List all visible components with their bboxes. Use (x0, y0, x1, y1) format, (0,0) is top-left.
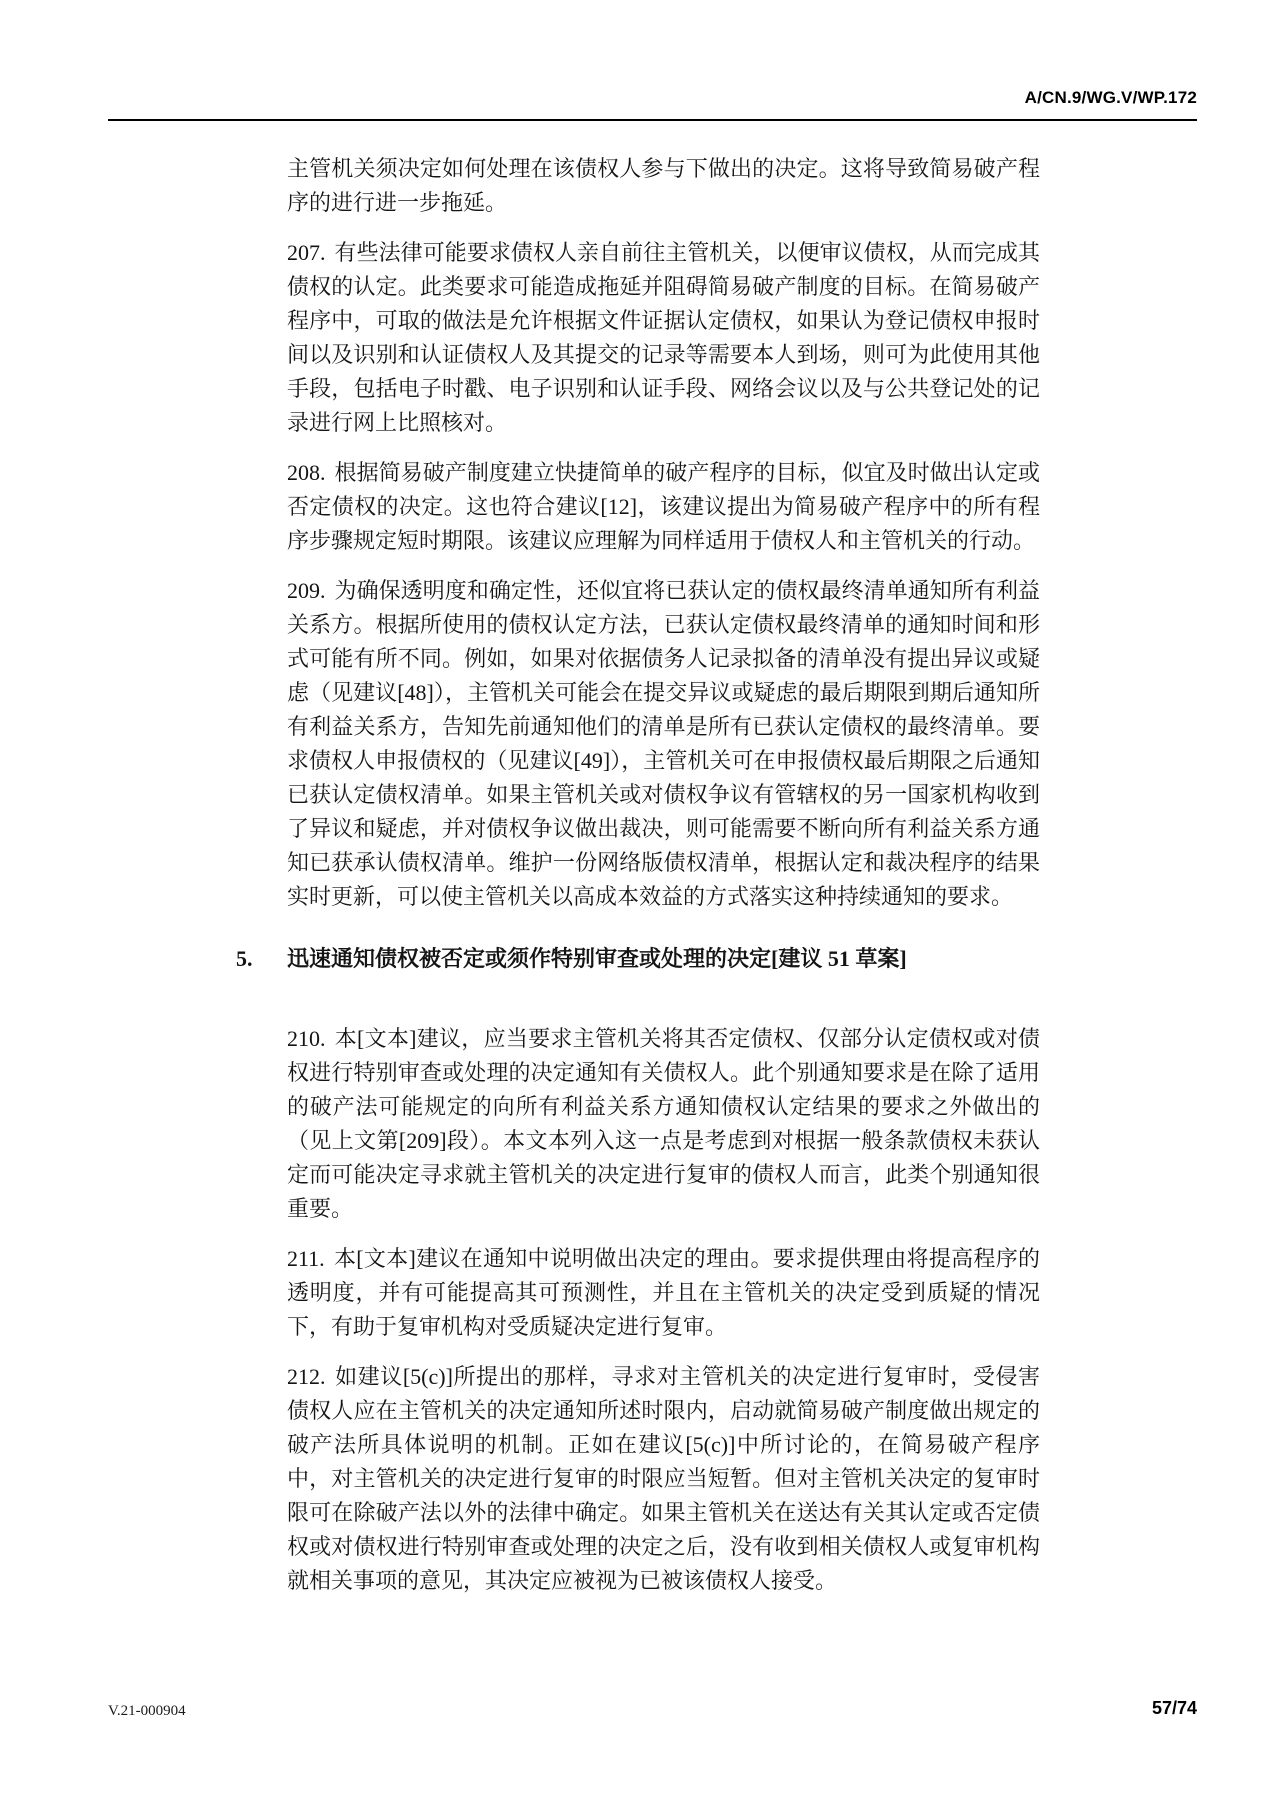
paragraph-continuation (287, 152, 1040, 220)
paragraph-207 (287, 236, 1040, 440)
section-heading-5 (236, 942, 1040, 976)
paragraph-text: 有些法律可能要求债权人亲自前往主管机关，以便审议债权，从而完成其债权的认定。此类要求可能造成拖延并阻碍简易破产制度的目标。在简易破产程序中，可取的做法是允许根据文件证据认定债权，如果认为登记债权申报时间以及识别和认证债权人及其提交的记录等需要本人到场，则可为此使用其他手段，包括电子时戳、电子识别和认证手段、网络会议以及与公共登记处的记录进行网上比照核对。 (287, 240, 1040, 435)
paragraph-number: 212. (287, 1364, 326, 1389)
footer-page-indicator: 57/74 (1151, 1698, 1197, 1718)
section-number: 5. (236, 946, 253, 971)
paragraph-212 (287, 1360, 1040, 1598)
paragraph-211 (287, 1242, 1040, 1344)
paragraph-text: 本[文本]建议，应当要求主管机关将其否定债权、仅部分认定债权或对债权进行特别审查或处理的决定通知有关债权人。此个别通知要求是在除了适用的破产法可能规定的向所有利益关系方通知债权认定结果的要求之外做出的（见上文第[209]段）。本文本列入这一点是考虑到对根据一般条款债权未获认定而可能决定寻求就主管机关的决定进行复审的债权人而言，此类个别通知很重要。 (287, 1026, 1040, 1221)
paragraph-number: 208. (287, 460, 326, 485)
paragraph-number: 207. (287, 240, 326, 265)
paragraph-text: 本[文本]建议在通知中说明做出决定的理由。要求提供理由将提高程序的透明度，并有可能提高其可预测性，并且在主管机关的决定受到质疑的情况下，有助于复审机构对受质疑决定进行复审。 (287, 1246, 1040, 1339)
paragraph-210 (287, 1022, 1040, 1226)
paragraph-text: 为确保透明度和确定性，还似宜将已获认定的债权最终清单通知所有利益关系方。根据所使用的债权认定方法，已获认定债权最终清单的通知时间和形式可能有所不同。例如，如果对依据债务人记录拟备的清单没有提出异议或疑虑（见建议[48]），主管机关可能会在提交异议或疑虑的最后期限到期后通知所有利益关系方，告知先前通知他们的清单是所有已获认定债权的最终清单。要求债权人申报债权的（见建议[49]），主管机关可在申报债权最后期限之后通知已获认定债权清单。如果主管机关或对债权争议有管辖权的另一国家机构收到了异议和疑虑，并对债权争议做出裁决，则可能需要不断向所有利益关系方通知已获承认债权清单。维护一份网络版债权清单，根据认定和裁决程序的结果实时更新，可以使主管机关以高成本效益的方式落实这种持续通知的要求。 (287, 578, 1040, 909)
paragraph-text: 根据简易破产制度建立快捷简单的破产程序的目标，似宜及时做出认定或否定债权的决定。这也符合建议[12]，该建议提出为简易破产程序中的所有程序步骤规定短时期限。该建议应理解为同样适用于债权人和主管机关的行动。 (287, 460, 1040, 553)
document-body (236, 152, 1040, 1614)
document-symbol: A/CN.9/WG.V/WP.172 (1024, 88, 1197, 107)
paragraph-number: 209. (287, 578, 326, 603)
paragraph-number: 211. (287, 1246, 325, 1271)
section-title: 迅速通知债权被否定或须作特别审查或处理的决定[建议 51 草案] (287, 946, 907, 971)
footer-document-number: V.21-000904 (108, 1703, 186, 1719)
paragraph-208 (287, 456, 1040, 558)
header-rule (108, 119, 1197, 121)
paragraph-209 (287, 574, 1040, 914)
paragraph-number: 210. (287, 1026, 326, 1051)
paragraph-text: 主管机关须决定如何处理在该债权人参与下做出的决定。这将导致简易破产程序的进行进一步拖延。 (287, 156, 1040, 215)
paragraph-text: 如建议[5(c)]所提出的那样，寻求对主管机关的决定进行复审时，受侵害债权人应在主管机关的决定通知所述时限内，启动就简易破产制度做出规定的破产法所具体说明的机制。正如在建议[5(c)]中所讨论的，在简易破产程序中，对主管机关的决定进行复审的时限应当短暂。但对主管机关决定的复审时限可在除破产法以外的法律中确定。如果主管机关在送达有关其认定或否定债权或对债权进行特别审查或处理的决定之后，没有收到相关债权人或复审机构就相关事项的意见，其决定应被视为已被该债权人接受。 (287, 1364, 1040, 1593)
